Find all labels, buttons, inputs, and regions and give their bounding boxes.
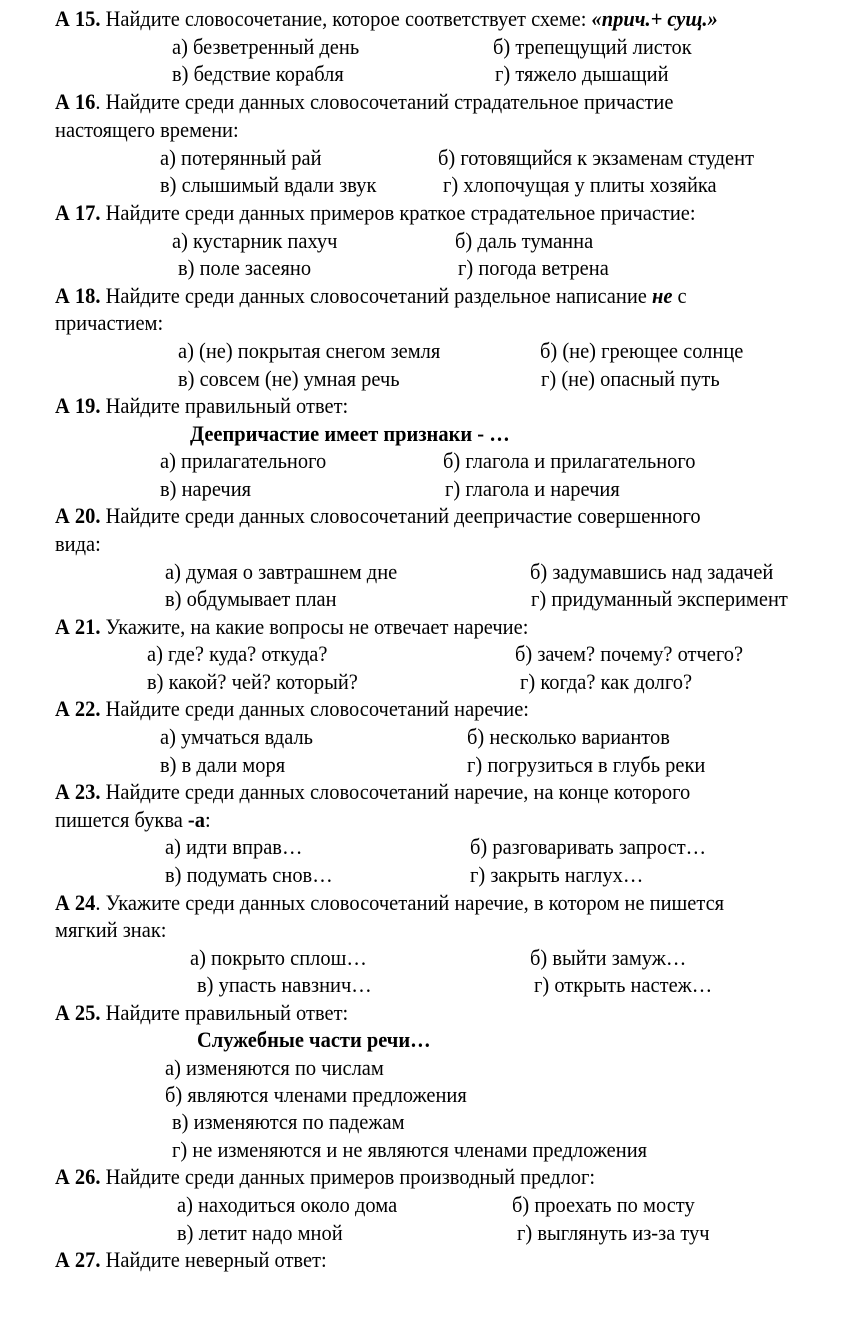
question-continuation: вида: xyxy=(55,531,101,556)
question-a15: А 15. Найдите словосочетание, которое соответствует схеме: «прич.+ сущ.» xyxy=(55,6,718,31)
option: а) идти вправ… xyxy=(165,834,303,859)
option: г) (не) опасный путь xyxy=(541,366,720,391)
option: в) слышимый вдали звук xyxy=(160,172,377,197)
question-heading: Деепричастие имеет признаки - … xyxy=(190,421,510,446)
option: в) летит надо мной xyxy=(177,1220,343,1245)
question-heading: Служебные части речи… xyxy=(197,1027,431,1052)
option: б) выйти замуж… xyxy=(530,945,687,970)
option: в) совсем (не) умная речь xyxy=(178,366,400,391)
option: а) покрыто сплош… xyxy=(190,945,367,970)
option: в) какой? чей? который? xyxy=(147,669,358,694)
option: б) разговаривать запрост… xyxy=(470,834,707,859)
option: в) обдумывает план xyxy=(165,586,337,611)
question-a23: А 23. Найдите среди данных словосочетаний наречие, на конце которого xyxy=(55,779,691,804)
question-a19: А 19. Найдите правильный ответ: xyxy=(55,393,349,418)
option: а) где? куда? откуда? xyxy=(147,641,328,666)
question-a17: А 17. Найдите среди данных примеров краткое страдательное причастие: xyxy=(55,200,696,225)
option: б) глагола и прилагательного xyxy=(443,448,696,473)
question-continuation: причастием: xyxy=(55,310,164,335)
option: г) погрузиться в глубь реки xyxy=(467,752,706,777)
option: г) глагола и наречия xyxy=(445,476,620,501)
option: в) в дали моря xyxy=(160,752,286,777)
option: г) закрыть наглух… xyxy=(470,862,644,887)
option: в) бедствие корабля xyxy=(172,61,344,86)
option: б) несколько вариантов xyxy=(467,724,670,749)
question-a27: А 27. Найдите неверный ответ: xyxy=(55,1247,327,1272)
option: в) упасть навзнич… xyxy=(197,972,372,997)
question-a21: А 21. Укажите, на какие вопросы не отвечает наречие: xyxy=(55,614,529,639)
option: а) думая о завтрашнем дне xyxy=(165,559,398,584)
option: а) потерянный рай xyxy=(160,145,322,170)
question-a20: А 20. Найдите среди данных словосочетаний деепричастие совершенного xyxy=(55,503,701,528)
option: г) не изменяются и не являются членами предложения xyxy=(172,1137,648,1162)
option: г) когда? как долго? xyxy=(520,669,693,694)
option: в) поле засеяно xyxy=(178,255,312,280)
question-a25: А 25. Найдите правильный ответ: xyxy=(55,1000,349,1025)
question-continuation: настоящего времени: xyxy=(55,117,239,142)
question-a16: А 16. Найдите среди данных словосочетаний страдательное причастие xyxy=(55,89,674,114)
question-a22: А 22. Найдите среди данных словосочетаний наречие: xyxy=(55,696,529,721)
option: б) (не) греющее солнце xyxy=(540,338,744,363)
option: б) задумавшись над задачей xyxy=(530,559,774,584)
option: г) тяжело дышащий xyxy=(495,61,669,86)
option: в) изменяются по падежам xyxy=(172,1109,405,1134)
option: г) открыть настеж… xyxy=(534,972,713,997)
option: в) наречия xyxy=(160,476,252,501)
option: б) проехать по мосту xyxy=(512,1192,695,1217)
question-continuation: пишется буква -а: xyxy=(55,807,211,832)
option: б) являются членами предложения xyxy=(165,1082,467,1107)
option: а) безветренный день xyxy=(172,34,360,59)
option: а) изменяются по числам xyxy=(165,1055,384,1080)
option: б) даль туманна xyxy=(455,228,594,253)
question-continuation: мягкий знак: xyxy=(55,917,167,942)
option: в) подумать снов… xyxy=(165,862,333,887)
option: б) трепещущий листок xyxy=(493,34,692,59)
option: г) хлопочущая у плиты хозяйка xyxy=(443,172,717,197)
option: а) умчаться вдаль xyxy=(160,724,314,749)
option: г) погода ветрена xyxy=(458,255,609,280)
option: б) готовящийся к экзаменам студент xyxy=(438,145,755,170)
option: а) прилагательного xyxy=(160,448,327,473)
question-a26: А 26. Найдите среди данных примеров производный предлог: xyxy=(55,1164,596,1189)
option: а) (не) покрытая снегом земля xyxy=(178,338,441,363)
question-a24: А 24. Укажите среди данных словосочетаний наречие, в котором не пишется xyxy=(55,890,725,915)
option: а) находиться около дома xyxy=(177,1192,398,1217)
question-a18: А 18. Найдите среди данных словосочетаний раздельное написание не с xyxy=(55,283,687,308)
option: б) зачем? почему? отчего? xyxy=(515,641,744,666)
option: г) придуманный эксперимент xyxy=(531,586,788,611)
option: г) выглянуть из-за туч xyxy=(517,1220,710,1245)
option: а) кустарник пахуч xyxy=(172,228,338,253)
